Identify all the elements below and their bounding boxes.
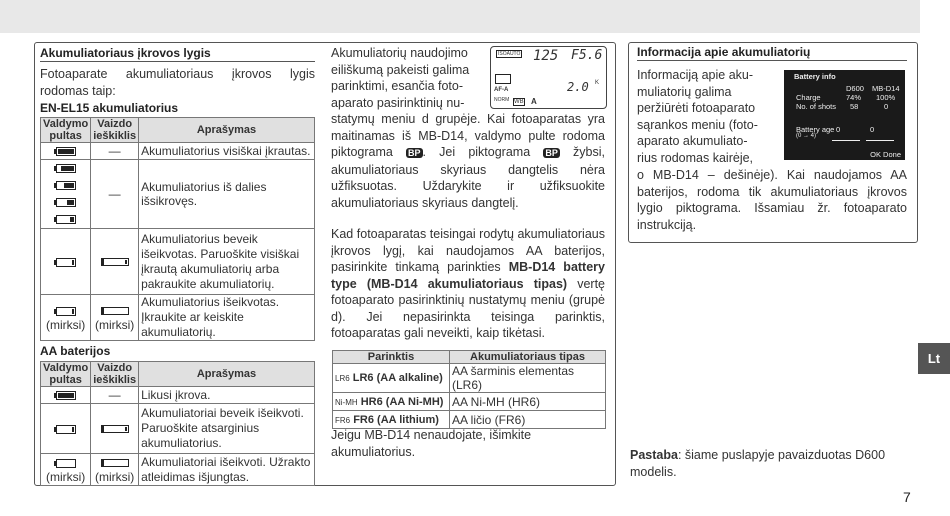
enel15-heading: EN-EL15 akumuliatorius [40,101,179,115]
bp-icon: BP [545,148,558,158]
age-gauge-mbd14 [866,136,894,141]
intro-text: Fotoaparate akumuliatoriaus įkrovos lygis rodomas taip: [40,67,315,98]
middle-para1-top: Akumuliatorių naudojimo eiliškumą pakeisti galima parinktimi, esančia foto- aparato pasirinktinių nu- [331,46,470,110]
battery-partial-icon [56,181,76,190]
battery-full-icon [56,147,76,156]
table-row [41,404,315,454]
col-viewfinder: Vaizdo ieškiklis [91,118,139,143]
row-description: Akumuliatorius išeikvotas. Įkraukite ar keiskite akumuliatorių. [139,295,315,341]
enel15-table [40,117,315,341]
row-description: Akumuliatorius visiškai įkrautas. [139,143,315,160]
table-row: — Akumuliatorius visiškai įkrautas. [41,143,315,160]
row-description: Akumuliatoriai beveik išeikvoti. Paruoškite atsarginius akumuliatorius. [139,404,315,454]
table-row: (mirksi) (mirksi) Akumuliatoriai išeikvoti. Užrakto atleidimas išjungtas. [41,454,315,486]
table-row: — Likusi įkrova. [41,387,315,404]
middle-para2: Kad fotoaparatas teisingai rodytų akumuliatoriaus įkrovos lygį, kai naudojamos AA baterijos, pasirinkite tinkamą parinkties MB-D14 battery type (MB-D14 akumuliatoriaus tipas) vertę fotoaparato pasirinktinių nustatymų meniu (grupė d). Jei nepasirinkta teisinga parinktis, fotoaparatas gali neveikti, kaip tikėtasi. [331,227,606,340]
battery-partial-icon [56,198,76,207]
battery-low-icon [56,425,76,434]
table-row: (mirksi) (mirksi) Akumuliatorius išeikvotas. Įkraukite ar keiskite akumuliatorių. [41,295,315,341]
section-title: Akumuliatoriaus įkrovos lygis [40,46,315,62]
right-para-top: Informaciją apie aku- muliatorių galima peržiūrėti fotoaparato sąrankos meniu (foto- aparato akumuliato- rius rodomas kairėje, [637,68,758,165]
col-description: Aprašymas [139,118,315,143]
row-description: Akumuliatoriai išeikvoti. Užrakto atleidimas išjungtas. [139,454,315,486]
battery-partial-icon [56,215,76,224]
table-row: Ni-MH HR6 (AA Ni-MH) AA Ni-MH (HR6) [333,393,606,411]
note: Pastaba: šiame puslapyje pavaizduotas D600 modelis. [630,448,886,479]
language-tab: Lt [918,343,950,374]
battery-type-icon: LR6 [335,374,350,383]
row-description: Akumuliatorius beveik išeikvotas. Paruoškite visiškai įkrautą akumuliatorių arba pakraukite akumuliatorių. [139,229,315,295]
lcd-frame-icon [495,74,511,84]
bp-icon: BP [408,148,421,158]
table-row [41,229,315,295]
table-row: FR6 FR6 (AA lithium) AA ličio (FR6) [333,411,606,429]
battery-empty-icon [56,307,76,316]
middle-para1-rest: statymų meniu d grupėje. Kai fotoaparatas yra maitinamas iš MB-D14, valdymo pulte rodoma piktograma BP . Jei piktograma BP žybsi, akumuliatoriaus skyriaus dangtelis nėra užfiksuotas. Uždarykite ir užfiksuokite akumuliatoriaus skyriaus dangtelį. [331,112,605,210]
done-label: OK Done [870,150,901,159]
battery-type-icon: FR6 [335,415,351,425]
right-para-rest: o MB-D14 – dešinėje). Kai naudojamos AA baterijos, rodoma tik akumuliatoriaus įkrovos lygio piktograma. Išsamiau žr. fotoaparato instrukciją. [637,168,907,232]
viewfinder-battery-low-icon [101,425,129,433]
section-title: Informacija apie akumuliatorių [637,45,907,61]
battery-empty-icon [56,459,76,468]
age-gauge-d600 [832,136,860,141]
battery-type-icon: Ni-MH [335,397,358,407]
control-panel-illustration: ISOAUTO 125 F5.6 AF-A NORM WB A 2.0 K [490,46,607,109]
battery-info-section [637,45,907,61]
top-band [0,0,920,33]
table-row: — Akumuliatorius iš dalies išsikrovęs. [41,160,315,229]
battery-full-icon [56,391,76,400]
viewfinder-battery-low-icon [101,258,129,266]
viewfinder-battery-empty-icon [101,307,129,315]
viewfinder-battery-empty-icon [101,459,129,467]
battery-type-table: Parinktis Akumuliatoriaus tipas LR6 LR6 (AA alkaline) AA šarminis elementas (LR6) Ni-MH HR6 (AA Ni-MH) AA Ni-MH (HR6) FR6 FR6 (AA lithium) AA ličio (FR6) [332,350,606,429]
aa-heading: AA baterijos [40,344,111,358]
aa-table: Valdymo pultas Vaizdo ieškiklis Aprašymas — Likusi įkrova. Akumuliatoriai beveik išeikvoti. Paruoškite atsarginius akumuliatorius. (mirksi) (mirksi) Akumuliatoriai išeikvoti. Užrakto atleidimas išjungtas. [40,361,315,486]
battery-info-screen: Battery info D600 MB-D14 Charge 74% 100% No. of shots 58 0 Battery age (0 → 4) 0 0 OK Done [784,70,905,160]
battery-low-icon [56,258,76,267]
battery-level-section [40,46,315,486]
table-row: LR6 LR6 (AA alkaline) AA šarminis elementas (LR6) [333,364,606,393]
middle-para3: Jeigu MB-D14 nenaudojate, išimkite akumuliatorius. [331,428,532,459]
row-description: Akumuliatorius iš dalies išsikrovęs. [139,160,315,229]
col-control: Valdymo pultas [41,118,91,143]
battery-partial-icon [56,164,76,173]
row-description: Likusi įkrova. [139,387,315,404]
page-number: 7 [903,489,911,505]
